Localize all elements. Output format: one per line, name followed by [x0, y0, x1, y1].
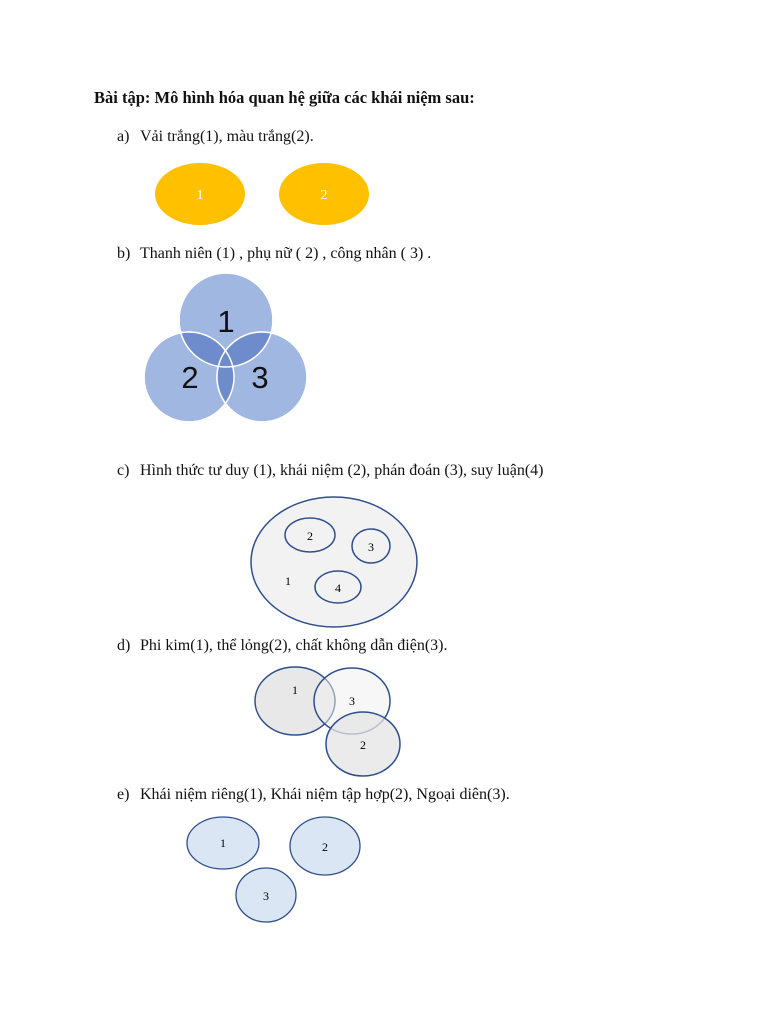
item-d-text: Phi kim(1), thể lỏng(2), chất không dẫn điện(3). [140, 637, 448, 654]
item-b-text: Thanh niên (1) , phụ nữ ( 2) , công nhân ( 3) . [140, 245, 432, 262]
item-b-letter: b) [117, 245, 131, 262]
figure-c-label-4: 4 [335, 581, 341, 595]
figure-e-label-1: 1 [220, 836, 226, 850]
figure-c-label-1: 1 [285, 574, 291, 588]
figure-d-label-1: 1 [292, 683, 298, 697]
item-e-letter: e) [117, 786, 130, 803]
item-e-text: Khái niệm riêng(1), Khái niệm tập hợp(2), Ngoại diên(3). [140, 786, 510, 803]
figure-b-label-1: 1 [217, 304, 235, 339]
item-c-text: Hình thức tư duy (1), khái niệm (2), phán đoán (3), suy luận(4) [140, 462, 544, 479]
figure-d-label-3: 3 [349, 694, 355, 708]
figure-c-label-2: 2 [307, 529, 313, 543]
figure-c-label-3: 3 [368, 540, 374, 554]
figure-b-label-3: 3 [251, 360, 269, 395]
exercise-title: Bài tập: Mô hình hóa quan hệ giữa các khái niệm sau: [94, 88, 475, 107]
figure-e-label-2: 2 [322, 840, 328, 854]
figure-e-label-3: 3 [263, 889, 269, 903]
item-c-letter: c) [117, 462, 130, 479]
item-d-letter: d) [117, 637, 131, 654]
figure-b-label-2: 2 [181, 360, 199, 395]
figure-a-label-2: 2 [320, 188, 328, 203]
figure-d-label-2: 2 [360, 738, 366, 752]
figure-a-label-1: 1 [196, 188, 204, 203]
item-a-text: Vải trắng(1), màu trắng(2). [140, 128, 314, 145]
item-a-letter: a) [117, 128, 130, 145]
